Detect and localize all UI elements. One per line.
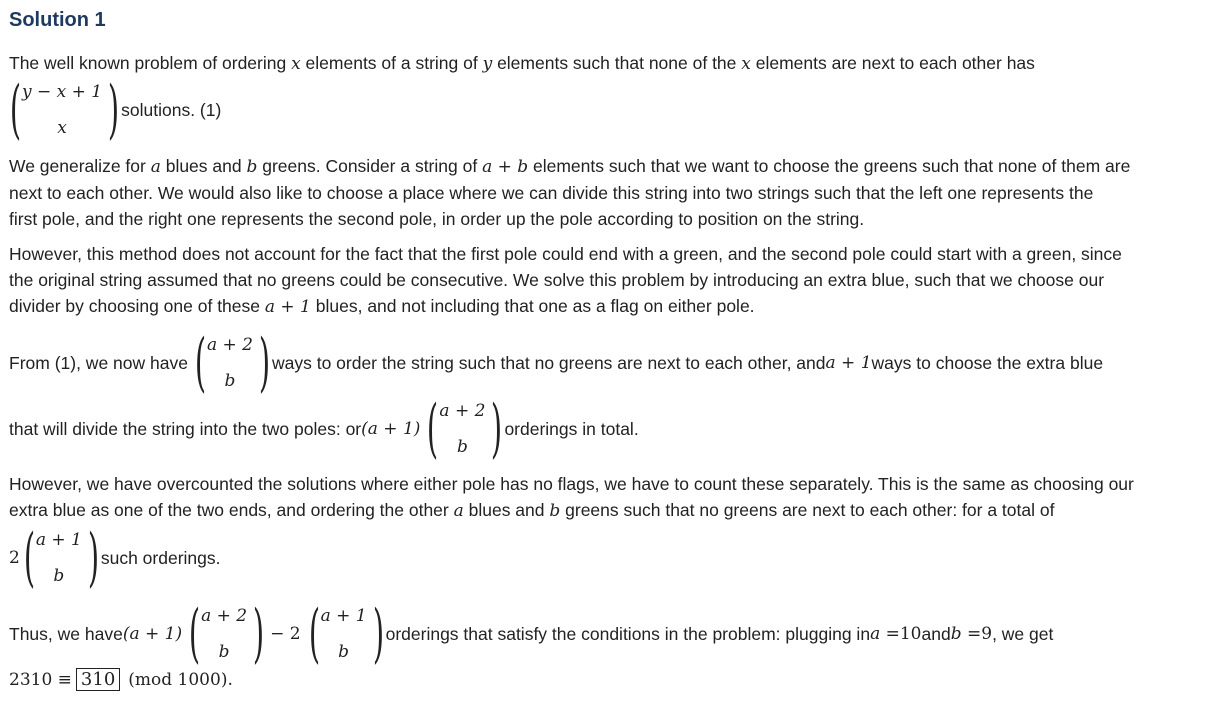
binomial-coefficient: ( a + 1 b ): [308, 597, 384, 671]
binomial-coefficient: ( y − x + 1 x ): [9, 73, 120, 147]
paragraph-5-line-3: 2 ( a + 1 b ) such orderings.: [9, 521, 221, 595]
paragraph-4-line-2: that will divide the string into the two poles: or (a + 1) ( a + 2 b ) orderings in total.: [9, 392, 639, 466]
paragraph-2: We generalize for a blues and b greens. Consider a string of a + b elements such that we want to choose the greens such that none of them are next to each other. We would also like to choose a place where we can divide this string into two strings such that the left one represents the first pole, and the right one represents the second pole, in order up the pole according to position on the string.: [9, 156, 1131, 229]
binomial-coefficient: ( a + 1 b ): [23, 521, 99, 595]
final-answer-line: 2310 ≡ 310 (mod 1000).: [9, 669, 233, 690]
binomial-coefficient: ( a + 2 b ): [194, 326, 271, 400]
boxed-answer: 310: [76, 668, 120, 691]
paragraph-5: However, we have overcounted the solutions where either pole has no flags, we have to count these separately. This is the same as choosing our extra blue as one of the two ends, and ordering the other a blues and b greens such that no greens are next to each other: for a total of: [9, 474, 1134, 521]
binomial-coefficient: ( a + 2 b ): [188, 597, 265, 671]
paragraph-6: Thus, we have (a + 1) ( a + 2 b ) − 2 ( a + 1 b ) orderings that satisfy the conditions in the problem: plugging in a = 10 and b = 9 , we get: [9, 597, 1054, 671]
binomial-coefficient: ( a + 2 b ): [427, 392, 503, 466]
solution-heading: Solution 1: [9, 9, 106, 31]
paragraph-3: However, this method does not account for the fact that the first pole could end with a green, and the second pole could start with a green, since the original string assumed that no greens could be consecutive. We solve this problem by introducing an extra blue, such that we choose our divider by choosing one of these a + 1 blues, and not including that one as a flag on either pole.: [9, 244, 1122, 317]
paragraph-1: The well known problem of ordering x elements of a string of y elements such that none of the x elements are next to each other has: [9, 53, 1035, 74]
binomial-line-1: ( y − x + 1 x ) solutions. (1): [9, 78, 221, 142]
paragraph-4-line-1: From (1), we now have ( a + 2 b ) ways to order the string such that no greens are next to each other, and a + 1 ways to choose the extra blue: [9, 326, 1104, 400]
